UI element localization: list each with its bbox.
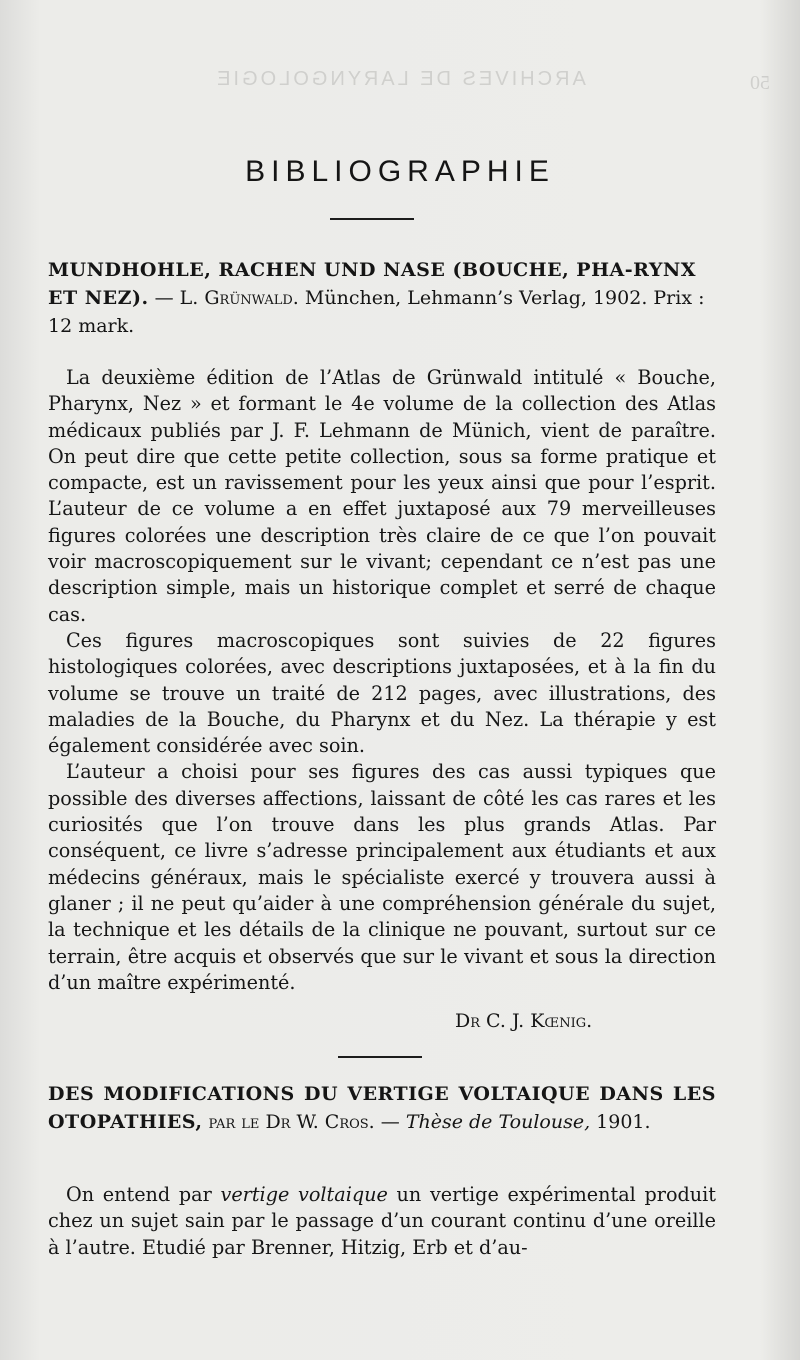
bleed-through-running-title: ARCHIVES DE LARYNGOLOGIE	[214, 68, 586, 90]
entry1-review	[48, 365, 716, 996]
entry1-paragraph-3: L’auteur a choisi pour ses figures des cas aussi typiques que possible des diverses affections, laissant de côté les cas rares et les curiosités que l’on trouve dans les plus grands Atlas. Par conséquent, ce livre s’adresse principalement aux étudiants et aux médecins généraux, mais le spécialiste exercé y trouvera aussi à glaner ; il ne peut qu’aider à une compréhension générale du sujet, la technique et les détails de la clinique ne pouvant, surtout sur ce terrain, être acquis et observés que sur le vivant et sous la direction d’un maître expérimenté.	[48, 760, 716, 994]
entry-separator-rule	[338, 1056, 422, 1058]
entry1-publisher: München, Lehmann’s Verlag, 1902. Prix : 12 mark.	[48, 287, 705, 337]
entry2-text-rest: un vertige expérimental produit chez un sujet sain par le passage d’un courant continu d’une oreille à l’autre. Etudié par Brenner, Hitzig, Erb et d’au-	[48, 1183, 716, 1259]
entry1-citation	[48, 256, 716, 340]
section-heading: BIBLIOGRAPHIE	[245, 155, 555, 188]
bleed-through-page-number: 50	[750, 72, 770, 94]
entry1-signature: Dr C. J. Kœnig.	[455, 1010, 593, 1032]
entry1-author: L. Grünwald.	[179, 287, 299, 309]
entry2-title: DES MODIFICATIONS DU VERTIGE VOLTAIQUE DANS LES OTOPATHIES,	[48, 1083, 716, 1133]
entry2-citation	[48, 1080, 716, 1136]
entry2-text-start: On entend par	[66, 1183, 221, 1206]
entry2-term: vertige voltaique	[220, 1183, 388, 1206]
entry1-title: MUNDHOHLE, RACHEN UND NASE (BOUCHE, PHA-RYNX ET NEZ).	[48, 259, 697, 309]
heading-rule	[330, 218, 414, 220]
entry2-year: 1901.	[590, 1111, 651, 1133]
entry2-author: par le Dr W. Cros.	[202, 1111, 375, 1133]
entry2-source: Thèse de Toulouse,	[405, 1111, 591, 1133]
entry1-paragraph-2: Ces figures macroscopiques sont suivies de 22 figures histologiques colorées, avec descriptions juxtaposées, et à la fin du volume se trouve un traité de 212 pages, avec illustrations, des maladies de la Bouche, du Pharynx et du Nez. La thérapie y est également considérée avec soin.	[48, 628, 716, 758]
entry1-paragraph-1: La deuxième édition de l’Atlas de Grünwald intitulé « Bouche, Pharynx, Nez » et formant le 4e volume de la collection des Atlas médicaux publiés par J. F. Lehmann de Münich, vient de paraître. On peut dire que cette petite collection, sous sa forme pratique et compacte, est un ravissement pour les yeux ainsi que pour l’esprit. L’auteur de ce volume a en effet juxtaposé aux 79 merveilleuses figures colorées une description très claire de ce que l’on pouvait voir macroscopiquement sur le vivant; cependant ce n’est pas une description simple, mais un historique complet et serré de chaque cas.	[48, 366, 716, 626]
entry2-paragraph-1	[48, 1182, 716, 1261]
entry2-dash: —	[374, 1111, 406, 1133]
entry2-review	[48, 1182, 716, 1261]
entry1-dash: —	[148, 287, 180, 309]
